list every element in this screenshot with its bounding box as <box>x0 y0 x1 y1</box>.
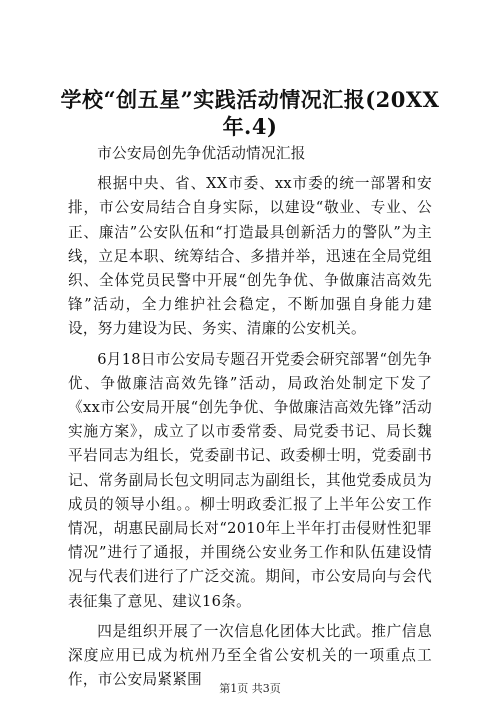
paragraph: 四是组织开展了一次信息化团体大比武。推广信息深度应用已成为杭州乃至全省公安机关的一项重点工作，市公安局紧紧围 <box>68 622 432 689</box>
paragraph: 6月18日市公安局专题召开党委会研究部署“创先争优、争做廉洁高效先锋”活动，局政治处制定下发了《xx市公安局开展“创先争优、争做廉洁高效先锋”活动实施方案》，成立了以市委常委、局党委书记、局长魏平岩同志为组长，党委副书记、政委柳士明，党委副书记、常务副局长包文明同志为副组长，其他党委成员为成员的领导小组。。柳士明政委汇报了上半年公安工作情况，胡惠民副局长对“2010年上半年打击侵财性犯罪情况”进行了通报，并围绕公安业务工作和队伍建设情况与代表们进行了广泛交流。期间，市公安局向与会代表征集了意见、建议16条。 <box>68 350 432 610</box>
document-body <box>68 142 432 698</box>
paragraph-subtitle: 市公安局创先争优活动情况汇报 <box>97 145 306 162</box>
paragraph: 根据中央、省、XX市委、xx市委的统一部署和安排，市公安局结合自身实际，以建设“敬业、专业、公正、廉洁”公安队伍和“打造最具创新活力的警队”为主线，立足本职、统筹结合、多措并举，迅速在全局党组织、全体党员民警中开展“创先争优、争做廉洁高效先锋”活动，全力维护社会稳定，不断加强自身能力建设，努力建设为民、务实、清廉的公安机关。 <box>68 175 432 338</box>
document-title: 学校“创五星”实践活动情况汇报(20XX年.4) <box>60 87 440 139</box>
page-number: 第1页 共3页 <box>219 682 281 695</box>
